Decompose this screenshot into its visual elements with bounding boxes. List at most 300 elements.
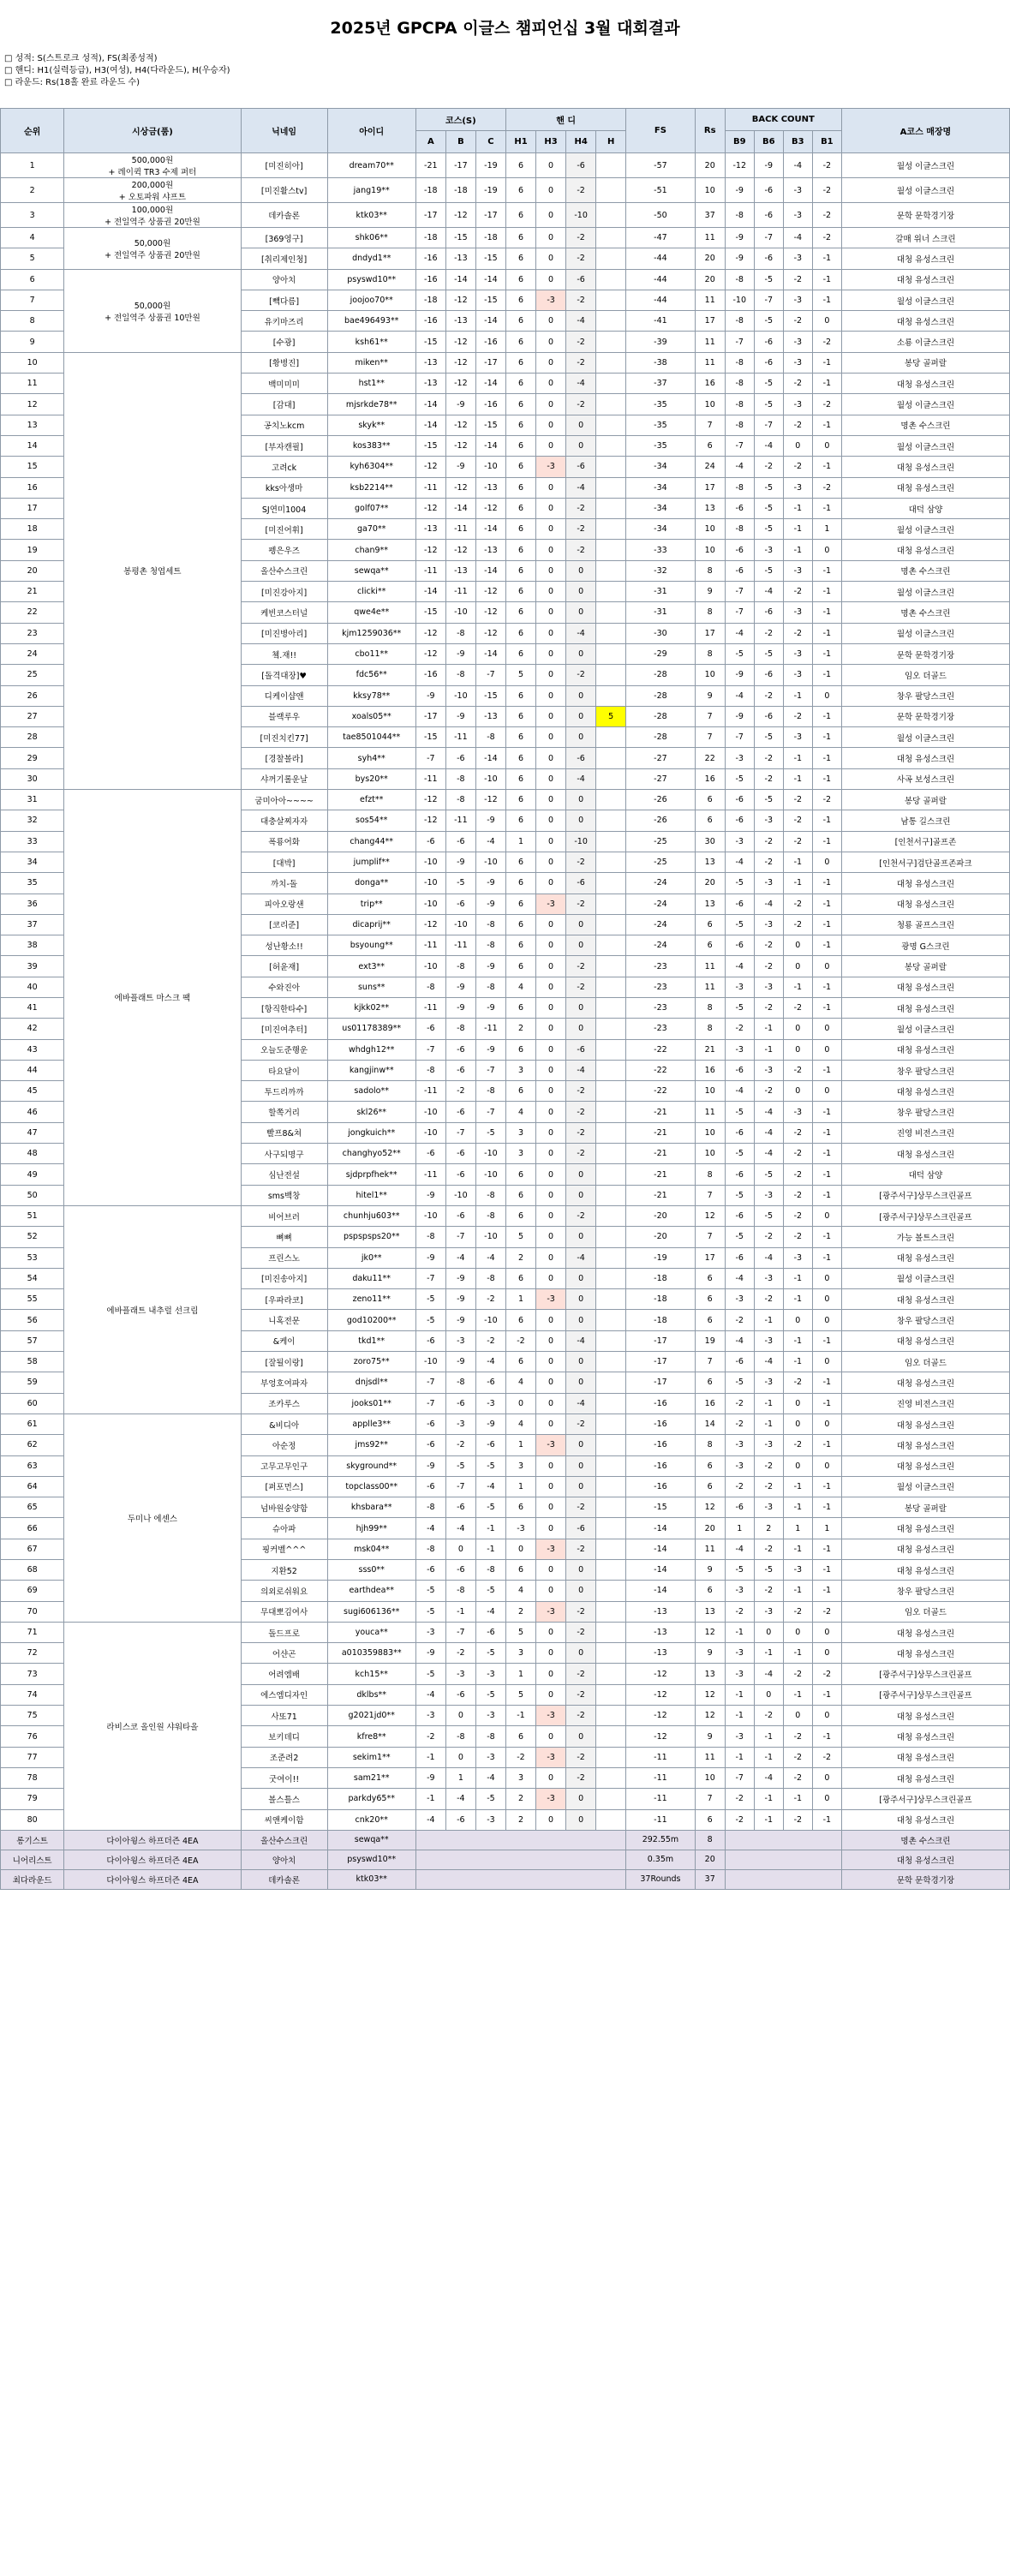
table-row <box>1 352 1010 373</box>
b1-cell: 0 <box>812 956 841 977</box>
b9-cell: -6 <box>725 540 754 560</box>
table-row <box>1 178 1010 203</box>
course-b-cell: -2 <box>445 1435 475 1455</box>
course-c-cell: -8 <box>475 935 505 956</box>
b9-cell: -5 <box>725 1185 754 1205</box>
b6-cell: 0 <box>754 1684 783 1705</box>
h4-cell: -6 <box>566 269 596 290</box>
course-b-cell: -12 <box>445 332 475 352</box>
course-a-cell: -7 <box>415 1039 445 1060</box>
nickname-cell: 올산수스크린 <box>241 560 327 581</box>
h-cell <box>596 1539 626 1559</box>
store-cell: 남통 길스크린 <box>841 810 1009 831</box>
store-cell: 대청 유성스크린 <box>841 1435 1009 1455</box>
id-cell: jk0** <box>327 1247 415 1268</box>
rank-cell: 2 <box>1 178 64 203</box>
id-cell: sadolo** <box>327 1081 415 1102</box>
store-cell: 창우 팔당스크린 <box>841 1102 1009 1122</box>
nickname-cell: 넘바원숭양함 <box>241 1497 327 1518</box>
h1-cell: 6 <box>505 768 535 789</box>
rs-cell: 17 <box>695 477 725 498</box>
b9-cell: -2 <box>725 1393 754 1414</box>
store-cell: 대청 유성스크린 <box>841 374 1009 394</box>
h-cell <box>596 394 626 415</box>
b1-cell: -1 <box>812 1726 841 1747</box>
b1-cell: -1 <box>812 748 841 768</box>
b6-cell: -7 <box>754 290 783 310</box>
course-b-cell: -6 <box>445 1560 475 1581</box>
b9-cell: -8 <box>725 415 754 435</box>
h4-cell: -2 <box>566 1747 596 1767</box>
rs-cell: 11 <box>695 1539 725 1559</box>
h-cell <box>596 643 626 664</box>
b6-cell: -3 <box>754 914 783 935</box>
course-c-cell: -3 <box>475 1809 505 1830</box>
rs-cell: 37 <box>695 203 725 228</box>
rank-cell: 70 <box>1 1601 64 1622</box>
h1-cell: 5 <box>505 665 535 685</box>
b1-cell: -1 <box>812 269 841 290</box>
course-c-cell: -17 <box>475 203 505 228</box>
b6-cell: -2 <box>754 457 783 477</box>
h-cell <box>596 435 626 456</box>
b6-cell: -5 <box>754 311 783 332</box>
h1-cell: 5 <box>505 1622 535 1642</box>
h1-cell: 6 <box>505 894 535 914</box>
fs-cell: -31 <box>626 582 695 602</box>
b1-cell: 0 <box>812 1767 841 1788</box>
rs-cell: 10 <box>695 178 725 203</box>
course-b-cell: -6 <box>445 1144 475 1164</box>
fs-cell: -28 <box>626 685 695 706</box>
id-cell: donga** <box>327 873 415 894</box>
b9-cell: -5 <box>725 1102 754 1122</box>
id-cell: ext3** <box>327 956 415 977</box>
b1-cell: -1 <box>812 997 841 1018</box>
b1-cell: -1 <box>812 1539 841 1559</box>
rs-cell: 12 <box>695 1706 725 1726</box>
b3-cell: -1 <box>783 540 812 560</box>
h1-cell: 6 <box>505 685 535 706</box>
b3-cell: -1 <box>783 1581 812 1601</box>
course-b-cell: -3 <box>445 1664 475 1684</box>
h3-cell: 0 <box>536 956 566 977</box>
b9-cell: -6 <box>725 1122 754 1143</box>
fs-cell: -29 <box>626 643 695 664</box>
course-b-cell: -6 <box>445 1164 475 1185</box>
rank-cell: 3 <box>1 203 64 228</box>
rank-cell: 9 <box>1 332 64 352</box>
b6-cell: -2 <box>754 1227 783 1247</box>
table-row <box>1 1205 1010 1226</box>
h3-cell: 0 <box>536 997 566 1018</box>
rs-cell: 11 <box>695 352 725 373</box>
b1-cell: -1 <box>812 290 841 310</box>
rs-cell: 11 <box>695 332 725 352</box>
h4-cell: -2 <box>566 178 596 203</box>
h3-cell: 0 <box>536 1039 566 1060</box>
h1-cell: 6 <box>505 1039 535 1060</box>
h1-cell: 6 <box>505 394 535 415</box>
course-b-cell: -6 <box>445 1039 475 1060</box>
fs-cell: -19 <box>626 1247 695 1268</box>
course-a-cell: -10 <box>415 1122 445 1143</box>
b6-cell: -5 <box>754 727 783 748</box>
b1-cell: -1 <box>812 768 841 789</box>
h3-cell: 0 <box>536 1622 566 1642</box>
h1-cell: 6 <box>505 1185 535 1205</box>
rs-cell: 6 <box>695 1809 725 1830</box>
course-c-cell: -3 <box>475 1393 505 1414</box>
course-a-cell: -13 <box>415 519 445 540</box>
course-b-cell: -8 <box>445 1019 475 1039</box>
h3-cell: 0 <box>536 1330 566 1351</box>
fs-cell: -24 <box>626 894 695 914</box>
course-a-cell: -15 <box>415 727 445 748</box>
rs-cell: 7 <box>695 706 725 726</box>
course-b-cell: -13 <box>445 560 475 581</box>
id-cell: msk04** <box>327 1539 415 1559</box>
award-rs-cell: 8 <box>695 1830 725 1850</box>
b3-cell: 0 <box>783 1019 812 1039</box>
course-a-cell: -9 <box>415 1247 445 1268</box>
fs-cell: -16 <box>626 1435 695 1455</box>
rank-cell: 5 <box>1 248 64 269</box>
course-a-cell: -6 <box>415 1414 445 1434</box>
b6-cell: -3 <box>754 810 783 831</box>
h4-cell: -2 <box>566 1706 596 1726</box>
id-cell: hitel1** <box>327 1185 415 1205</box>
course-c-cell: -17 <box>475 352 505 373</box>
store-cell: 임오 더골드 <box>841 1352 1009 1372</box>
nickname-cell: 지환52 <box>241 1560 327 1581</box>
b1-cell: -2 <box>812 394 841 415</box>
nickname-cell: [대박] <box>241 852 327 872</box>
h-cell <box>596 1393 626 1414</box>
course-b-cell: -11 <box>445 727 475 748</box>
h-cell <box>596 685 626 706</box>
h1-cell: 6 <box>505 1310 535 1330</box>
fs-cell: -23 <box>626 1019 695 1039</box>
course-a-cell: -15 <box>415 435 445 456</box>
rank-cell: 58 <box>1 1352 64 1372</box>
nickname-cell: 고무고무인구 <box>241 1455 327 1476</box>
rank-cell: 71 <box>1 1622 64 1642</box>
h1-cell: 6 <box>505 1497 535 1518</box>
h-cell <box>596 956 626 977</box>
rank-cell: 60 <box>1 1393 64 1414</box>
b6-cell: -6 <box>754 203 783 228</box>
b1-cell: 0 <box>812 311 841 332</box>
fs-cell: -35 <box>626 435 695 456</box>
b1-cell: 0 <box>812 1268 841 1288</box>
b1-cell: -1 <box>812 623 841 643</box>
rs-cell: 11 <box>695 1747 725 1767</box>
course-b-cell: -12 <box>445 290 475 310</box>
nickname-cell: [미진활스tv] <box>241 178 327 203</box>
b1-cell: 0 <box>812 1081 841 1102</box>
nickname-cell: [감대] <box>241 394 327 415</box>
b9-cell: -5 <box>725 914 754 935</box>
rs-cell: 10 <box>695 519 725 540</box>
b3-cell: -3 <box>783 1560 812 1581</box>
course-a-cell: -13 <box>415 374 445 394</box>
b6-cell: -6 <box>754 602 783 623</box>
nickname-cell: 데카솔론 <box>241 203 327 228</box>
id-cell: changhyo52** <box>327 1144 415 1164</box>
store-cell: 임오 더골드 <box>841 665 1009 685</box>
nickname-cell: [경찰볼라] <box>241 748 327 768</box>
id-cell: xoals05** <box>327 706 415 726</box>
store-cell: 대청 유성스크린 <box>841 1247 1009 1268</box>
store-cell: 대청 유성스크린 <box>841 1144 1009 1164</box>
b9-cell: -4 <box>725 956 754 977</box>
h1-cell: 6 <box>505 623 535 643</box>
fs-cell: -12 <box>626 1664 695 1684</box>
h4-cell: 0 <box>566 935 596 956</box>
course-c-cell: -15 <box>475 415 505 435</box>
id-cell: sekim1** <box>327 1747 415 1767</box>
nickname-cell: 고려ck <box>241 457 327 477</box>
h4-cell: -6 <box>566 1518 596 1539</box>
course-c-cell: -8 <box>475 1268 505 1288</box>
course-a-cell: -9 <box>415 1455 445 1476</box>
course-c-cell: -15 <box>475 290 505 310</box>
course-a-cell: -12 <box>415 540 445 560</box>
h4-cell: 0 <box>566 1164 596 1185</box>
course-c-cell: -10 <box>475 1164 505 1185</box>
results-table <box>0 108 1010 1890</box>
h-cell <box>596 374 626 394</box>
course-c-cell: -9 <box>475 810 505 831</box>
id-cell: joojoo70** <box>327 290 415 310</box>
h-cell <box>596 269 626 290</box>
rs-cell: 6 <box>695 1581 725 1601</box>
fs-cell: -20 <box>626 1227 695 1247</box>
store-cell: 월성 이글스크린 <box>841 178 1009 203</box>
h1-cell: 3 <box>505 1455 535 1476</box>
nickname-cell: 수와진아 <box>241 977 327 997</box>
b9-cell: -8 <box>725 311 754 332</box>
id-cell: kjm1259036** <box>327 623 415 643</box>
course-a-cell: -7 <box>415 1372 445 1393</box>
nickname-cell: kks아생마 <box>241 477 327 498</box>
h1-cell: 6 <box>505 602 535 623</box>
h4-cell: -4 <box>566 1060 596 1080</box>
id-cell: kyh6304** <box>327 457 415 477</box>
h1-cell: 6 <box>505 706 535 726</box>
rs-cell: 7 <box>695 727 725 748</box>
course-b-cell: -14 <box>445 269 475 290</box>
course-b-cell: -6 <box>445 1393 475 1414</box>
b6-cell: -4 <box>754 435 783 456</box>
id-cell: ktk03** <box>327 203 415 228</box>
b1-cell: 0 <box>812 685 841 706</box>
nickname-cell: 슈아파 <box>241 1518 327 1539</box>
course-a-cell: -13 <box>415 352 445 373</box>
rank-cell: 41 <box>1 997 64 1018</box>
rs-cell: 16 <box>695 1393 725 1414</box>
h3-cell: 0 <box>536 1310 566 1330</box>
h4-cell: 0 <box>566 415 596 435</box>
h4-cell: -2 <box>566 290 596 310</box>
nickname-cell: 무대뽀김여사 <box>241 1601 327 1622</box>
store-cell: 대청 유성스크린 <box>841 1539 1009 1559</box>
rank-cell: 66 <box>1 1518 64 1539</box>
h3-cell: 0 <box>536 582 566 602</box>
h4-cell: -2 <box>566 1414 596 1434</box>
h-cell <box>596 768 626 789</box>
course-c-cell: -11 <box>475 1019 505 1039</box>
nickname-cell: [우파라코] <box>241 1289 327 1310</box>
h-cell <box>596 1102 626 1122</box>
b6-cell: -2 <box>754 956 783 977</box>
course-b-cell: -6 <box>445 894 475 914</box>
course-a-cell: -6 <box>415 1435 445 1455</box>
course-c-cell: -14 <box>475 519 505 540</box>
b6-cell: -3 <box>754 1330 783 1351</box>
rs-cell: 10 <box>695 1081 725 1102</box>
store-cell: 대청 유성스크린 <box>841 457 1009 477</box>
rank-cell: 49 <box>1 1164 64 1185</box>
b6-cell: -3 <box>754 1060 783 1080</box>
h1-cell: 1 <box>505 1289 535 1310</box>
course-b-cell: -13 <box>445 311 475 332</box>
h1-cell: 6 <box>505 477 535 498</box>
store-cell: 창우 팔당스크린 <box>841 1581 1009 1601</box>
rank-cell: 16 <box>1 477 64 498</box>
rs-cell: 6 <box>695 790 725 810</box>
store-cell: [광주서구]상무스크린골프 <box>841 1664 1009 1684</box>
fs-cell: -28 <box>626 706 695 726</box>
award-id-cell: sewqa** <box>327 1830 415 1850</box>
b1-cell: -1 <box>812 1809 841 1830</box>
h4-cell: -2 <box>566 1144 596 1164</box>
rank-cell: 57 <box>1 1330 64 1351</box>
fs-cell: -23 <box>626 956 695 977</box>
h-cell <box>596 665 626 685</box>
h4-cell: -2 <box>566 352 596 373</box>
h4-cell: -2 <box>566 248 596 269</box>
h-cell <box>596 1268 626 1288</box>
h-cell <box>596 1643 626 1664</box>
h3-cell: 0 <box>536 178 566 203</box>
rs-cell: 9 <box>695 1643 725 1664</box>
b1-cell: -1 <box>812 1497 841 1518</box>
store-cell: [광주서구]상무스크린골프 <box>841 1684 1009 1705</box>
h1-cell: 6 <box>505 153 535 178</box>
b3-cell: -2 <box>783 582 812 602</box>
h4-cell: 0 <box>566 1455 596 1476</box>
course-b-cell: -11 <box>445 519 475 540</box>
rank-cell: 76 <box>1 1726 64 1747</box>
nickname-cell: 에스엠디자인 <box>241 1684 327 1705</box>
b9-cell: -9 <box>725 706 754 726</box>
course-a-cell: -5 <box>415 1289 445 1310</box>
h4-cell: 0 <box>566 1726 596 1747</box>
h-cell <box>596 1455 626 1476</box>
id-cell: khsbara** <box>327 1497 415 1518</box>
nickname-cell: [항직한타수] <box>241 997 327 1018</box>
nickname-cell: [369영구] <box>241 228 327 248</box>
award-record-cell: 292.55m <box>626 1830 695 1850</box>
rank-cell: 52 <box>1 1227 64 1247</box>
b9-cell: -3 <box>725 1643 754 1664</box>
b6-cell: -1 <box>754 1310 783 1330</box>
rank-cell: 27 <box>1 706 64 726</box>
b6-cell: -5 <box>754 269 783 290</box>
rank-cell: 61 <box>1 1414 64 1434</box>
header-h1: H1 <box>505 131 535 153</box>
nickname-cell: 쳌.재!! <box>241 643 327 664</box>
b6-cell: -6 <box>754 352 783 373</box>
nickname-cell: 사구되명구 <box>241 1144 327 1164</box>
b6-cell: -2 <box>754 1455 783 1476</box>
rank-cell: 51 <box>1 1205 64 1226</box>
b3-cell: -3 <box>783 643 812 664</box>
rs-cell: 13 <box>695 498 725 518</box>
fs-cell: -44 <box>626 269 695 290</box>
id-cell: sss0** <box>327 1560 415 1581</box>
fs-cell: -14 <box>626 1581 695 1601</box>
b3-cell: -2 <box>783 269 812 290</box>
course-b-cell: -9 <box>445 706 475 726</box>
id-cell: sjdprpfhek** <box>327 1164 415 1185</box>
store-cell: 월성 이글스크린 <box>841 623 1009 643</box>
b6-cell: -5 <box>754 394 783 415</box>
rs-cell: 9 <box>695 1726 725 1747</box>
b1-cell: -1 <box>812 582 841 602</box>
course-a-cell: -5 <box>415 1664 445 1684</box>
award-blank-cell <box>725 1830 841 1850</box>
rank-cell: 59 <box>1 1372 64 1393</box>
b3-cell: -4 <box>783 228 812 248</box>
rs-cell: 16 <box>695 374 725 394</box>
h1-cell: 5 <box>505 1227 535 1247</box>
award-blank-cell <box>725 1869 841 1889</box>
store-cell: 월성 이글스크린 <box>841 290 1009 310</box>
page-title: 2025년 GPCPA 이글스 챔피언십 3월 대회결과 <box>330 19 680 38</box>
b9-cell: -7 <box>725 1767 754 1788</box>
b3-cell: 0 <box>783 956 812 977</box>
b9-cell: -6 <box>725 1352 754 1372</box>
course-a-cell: -1 <box>415 1789 445 1809</box>
course-a-cell: -8 <box>415 1060 445 1080</box>
store-cell: 진영 비전스크린 <box>841 1393 1009 1414</box>
course-c-cell: -5 <box>475 1497 505 1518</box>
fs-cell: -50 <box>626 203 695 228</box>
b6-cell: 0 <box>754 1622 783 1642</box>
rs-cell: 8 <box>695 1164 725 1185</box>
course-a-cell: -10 <box>415 1102 445 1122</box>
h4-cell: -2 <box>566 1497 596 1518</box>
nickname-cell: 굼미아아~~~~ <box>241 790 327 810</box>
store-cell: 청룡 골프스크린 <box>841 914 1009 935</box>
h4-cell: -2 <box>566 665 596 685</box>
h1-cell: 6 <box>505 1081 535 1102</box>
h3-cell: -3 <box>536 1289 566 1310</box>
course-b-cell: -9 <box>445 394 475 415</box>
b3-cell: -2 <box>783 1227 812 1247</box>
course-b-cell: -2 <box>445 1643 475 1664</box>
b1-cell: -1 <box>812 727 841 748</box>
b1-cell: 0 <box>812 1205 841 1226</box>
h-cell <box>596 332 626 352</box>
course-c-cell: -4 <box>475 1247 505 1268</box>
award-blank-cell <box>415 1830 625 1850</box>
course-c-cell: -8 <box>475 1185 505 1205</box>
h4-cell: 0 <box>566 1185 596 1205</box>
